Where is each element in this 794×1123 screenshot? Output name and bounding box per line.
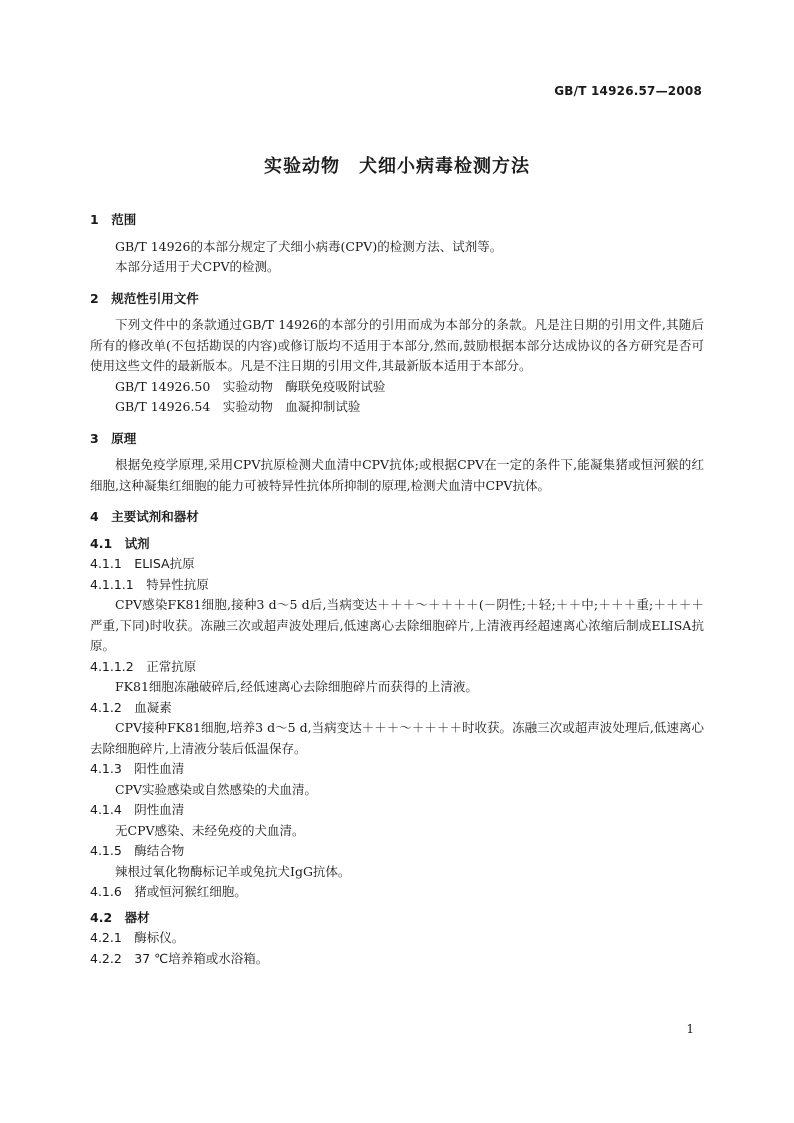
section-1-paragraph-1: GB/T 14926的本部分规定了犬细小病毒(CPV)的检测方法、试剂等。	[115, 238, 503, 254]
section-2-paragraph-1: 下列文件中的条款通过GB/T 14926的本部分的引用而成为本部分的条款。凡是注日期的引用文件,其随后所有的修改单(不包括勘误的内容)或修订版均不适用于本部分,然而,鼓励根据本部分达成协议的各方研究是否可使用这些文件的最新版本。凡是不注日期的引用文件,其最新版本适用于本部分。	[90, 317, 704, 373]
section-3-paragraph-1: 根据免疫学原理,采用CPV抗原检测犬血清中CPV抗体;或根据CPV在一定的条件下,能凝集猪或恒河猴的红细胞,这种凝集红细胞的能力可被特异性抗体所抑制的原理,检测犬血清中CPV抗体。	[90, 457, 704, 493]
reference-item-2: GB/T 14926.54 实验动物 血凝抑制试验	[115, 399, 361, 414]
section-3-heading: 3 原理	[90, 430, 137, 446]
section-4-1-1-2-text: FK81细胞冻融破碎后,经低速离心去除细胞碎片而获得的上清液。	[115, 679, 478, 694]
section-4-1-2-text: CPV接种FK81细胞,培养3 d～5 d,当病变达＋＋＋～＋＋＋＋时收获。冻融三次或超声波处理后,低速离心去除细胞碎片,上清液分装后低温保存。	[90, 720, 704, 756]
section-2-heading: 2 规范性引用文件	[90, 290, 199, 306]
section-4-1-4-text: 无CPV感染、未经免疫的犬血清。	[115, 822, 305, 838]
document-body	[90, 210, 704, 969]
section-4-2-2-heading: 4.2.2 37 ℃培养箱或水浴箱。	[90, 950, 269, 966]
section-4-1-5-text: 辣根过氧化物酶标记羊或兔抗犬IgG抗体。	[115, 863, 351, 879]
section-4-1-3-text: CPV实验感染或自然感染的犬血清。	[115, 781, 318, 797]
reference-item-1: GB/T 14926.50 实验动物 酶联免疫吸附试验	[115, 378, 386, 394]
page-number: 1	[686, 1022, 694, 1036]
section-4-1-1-heading: 4.1.1 ELISA抗原	[90, 556, 195, 571]
section-4-1-1-1-text: CPV感染FK81细胞,接种3 d～5 d后,当病变达＋＋＋～＋＋＋＋(－阴性;＋轻;＋＋中;＋＋＋重;＋＋＋＋严重,下同)时收获。冻融三次或超声波处理后,低速离心去除细胞碎片,上清液再经超速离心浓缩后制成ELISA抗原。	[90, 597, 704, 653]
section-4-1-4-heading: 4.1.4 阴性血清	[90, 802, 185, 817]
section-4-1-1-2-heading: 4.1.1.2 正常抗原	[90, 658, 197, 674]
section-4-1-5-heading: 4.1.5 酶结合物	[90, 843, 185, 858]
section-4-2-heading: 4.2 器材	[90, 909, 150, 925]
section-4-1-2-heading: 4.1.2 血凝素	[90, 699, 172, 715]
section-4-heading: 4 主要试剂和器材	[90, 509, 199, 524]
section-1-paragraph-2: 本部分适用于犬CPV的检测。	[115, 259, 280, 274]
document-title: 实验动物 犬细小病毒检测方法	[264, 156, 530, 177]
standard-code: GB/T 14926.57—2008	[554, 84, 702, 98]
section-1-heading: 1 范围	[90, 212, 137, 227]
section-4-1-3-heading: 4.1.3 阳性血清	[90, 761, 185, 776]
section-4-2-1-heading: 4.2.1 酶标仪。	[90, 930, 185, 945]
section-4-1-1-1-heading: 4.1.1.1 特异性抗原	[90, 576, 209, 592]
section-4-1-heading: 4.1 试剂	[90, 535, 150, 551]
section-4-1-6-heading: 4.1.6 猪或恒河猴红细胞。	[90, 884, 247, 899]
